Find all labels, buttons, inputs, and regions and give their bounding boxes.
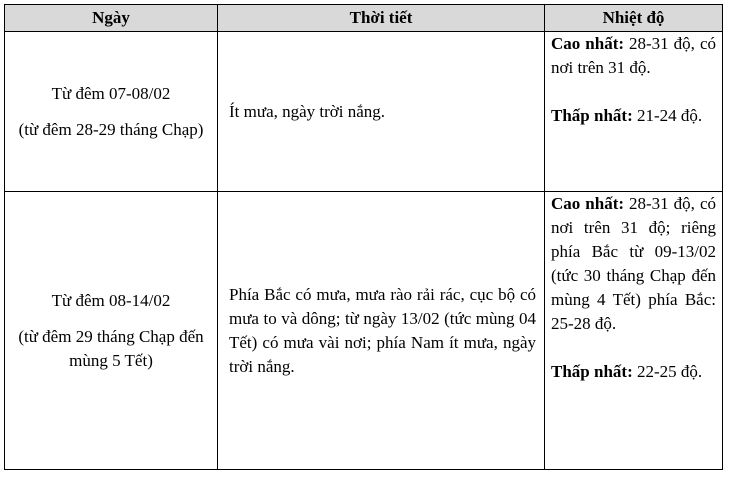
table-row [5, 32, 723, 192]
temperature-cell [545, 32, 723, 192]
low-value: 21-24 độ. [632, 106, 703, 125]
header-temperature: Nhiệt độ [545, 5, 723, 32]
day-cell [5, 192, 218, 470]
high-value: 28-31 độ, có nơi trên 31 độ. [551, 34, 716, 77]
temperature-cell [545, 192, 723, 470]
high-value: 28-31 độ, có nơi trên 31 độ; riêng phía Bắc từ 09-13/02 (tức 30 tháng Chạp đến mùng 4 Tết) phía Bắc: 25-28 độ. [551, 194, 716, 333]
high-label: Cao nhất: [551, 194, 625, 213]
header-day: Ngày [5, 5, 218, 32]
lunar-range: (từ đêm 28-29 tháng Chạp) [18, 119, 204, 139]
low-temp [551, 104, 716, 128]
high-temp [551, 192, 716, 336]
lunar-range: (từ đêm 29 tháng Chạp đến mùng 5 Tết) [18, 326, 204, 370]
forecast-table [4, 4, 723, 470]
weather-cell: Ít mưa, ngày trời nắng. [218, 32, 545, 192]
low-value: 22-25 độ. [632, 362, 703, 381]
day-range: Từ đêm 08-14/02 [51, 290, 171, 310]
day-range: Từ đêm 07-08/02 [51, 83, 171, 103]
high-label: Cao nhất: [551, 34, 625, 53]
day-cell [5, 32, 218, 192]
table-header-row [5, 5, 723, 32]
low-label: Thấp nhất: [551, 106, 633, 125]
low-label: Thấp nhất: [551, 362, 633, 381]
low-temp [551, 360, 716, 384]
header-weather: Thời tiết [218, 5, 545, 32]
high-temp [551, 32, 716, 80]
table-row [5, 192, 723, 470]
weather-cell: Phía Bắc có mưa, mưa rào rải rác, cục bộ có mưa to và dông; từ ngày 13/02 (tức mùng 04 Tết) có mưa vài nơi; phía Nam ít mưa, ngày trời nắng. [218, 192, 545, 470]
